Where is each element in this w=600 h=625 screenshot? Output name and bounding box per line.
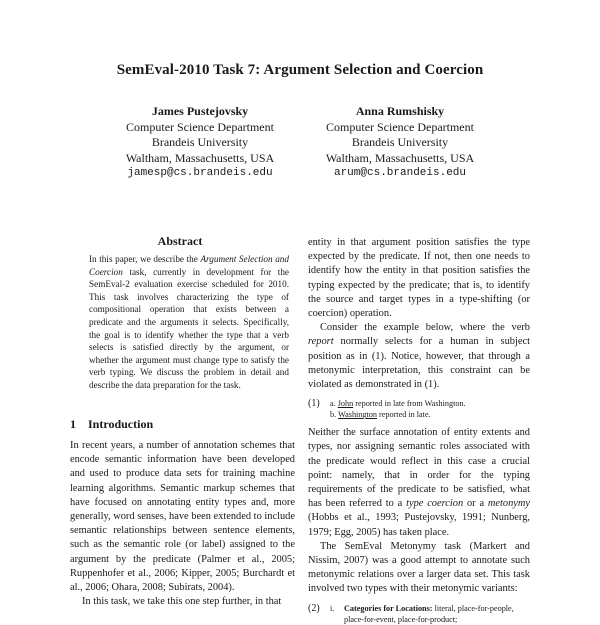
left-column-body (70, 439, 295, 609)
section-heading (70, 417, 153, 432)
author-name: Anna Rumshisky (355, 104, 445, 118)
paragraph: entity in that argument position satisfies the type expected by the predicate. If not, then one needs to identify how the entity in that position satisfies the typing expected by the predicate; that is, to identify the source and target types in a type-shifting (or coercion) operation. (308, 237, 530, 320)
section-title: Introduction (88, 417, 154, 431)
example-2: (2) i. Categories for Locations: literal, place-for-people, place-for-event, place-for-product; (308, 602, 514, 624)
author-university: Brandeis University (351, 135, 449, 149)
example-1 (308, 398, 530, 420)
author-email: arum@cs.brandeis.edu (333, 167, 467, 179)
paragraph: Consider the example below, where the verb report normally selects for a human in subject position as in (1). Notice, however, that through a metonymic interpretation, this constraint can be violated as demonstrated in (1). (308, 322, 530, 391)
abstract-heading: Abstract (157, 234, 203, 248)
paragraph: In this task, we take this one step further, in that (82, 596, 282, 608)
author-department: Computer Science Department (126, 119, 274, 134)
list-marker: i. (330, 603, 335, 613)
example-line-b: b. Washington reported in late. (330, 410, 431, 420)
author-department: Computer Science Department (326, 119, 474, 134)
paragraph: The SemEval Metonymy task (Markert and Nissim, 2007) was a good attempt to annotate such metonymic relations over a larger data set. This task involved two types with their metonymic variants: (308, 540, 530, 595)
right-column-body (308, 236, 530, 625)
author-block-2 (280, 104, 520, 182)
example-line-a: a. John reported in late from Washington. (330, 399, 466, 409)
task-name: Argument Selection and Coercion (89, 254, 289, 277)
example-number: (1) (308, 398, 320, 410)
author-city: Waltham, Massachusetts, USA (125, 150, 275, 165)
list-label: Categories for Locations: (344, 603, 433, 613)
author-university: Brandeis University (151, 135, 249, 149)
paragraph: Neither the surface annotation of entity extents and types, nor assigning semantic roles associated with the predicate would reflect in this case a crucial point: namely, that in order for the typing requirements of the predicate to be satisfied, what has been referred to a type coercion or a metonymy (Hobbs et al., 1993; Pustejovsky, 1991; Nunberg, 1979; Egg, 2005) has taken place. (308, 427, 530, 538)
author-email: jamesp@cs.brandeis.edu (127, 167, 273, 179)
paper-title: SemEval-2010 Task 7: Argument Selection and Coercion (116, 62, 484, 78)
section-number: 1 (70, 417, 76, 431)
author-name: James Pustejovsky (151, 104, 249, 118)
author-city: Waltham, Massachusetts, USA (325, 150, 475, 165)
example-number: (2) (308, 602, 320, 614)
abstract-text: In this paper, we describe the Argument Selection and Coercion task, currently in development for the SemEval-2 evaluation exercise scheduled for 2010. This task involves characterizing the type of compositional operation that exists between a predicate and the arguments it selects. Specifically, the goal is to identify whether the type that a verb selects is satisfied directly by the argument, or whether the argument must change type to satisfy the verb typing. We discuss the problem in detail and describe the data preparation for the task. (89, 254, 289, 390)
paragraph: In recent years, a number of annotation schemes that encode semantic information have been developed and used to produce data sets for training machine learning algorithms. Semantic markup schemes that have focused on annotating entity types and, more generally, word senses, have been extended to include semantic relationships between sentence elements, such as the semantic role (or label) assigned to the argument by the predicate (Palmer et al., 2005; Ruppenhofer et al., 2006; Kipper, 2005; Burchardt et al., 2006; Ohara, 2008; Subirats, 2004). (70, 440, 295, 594)
